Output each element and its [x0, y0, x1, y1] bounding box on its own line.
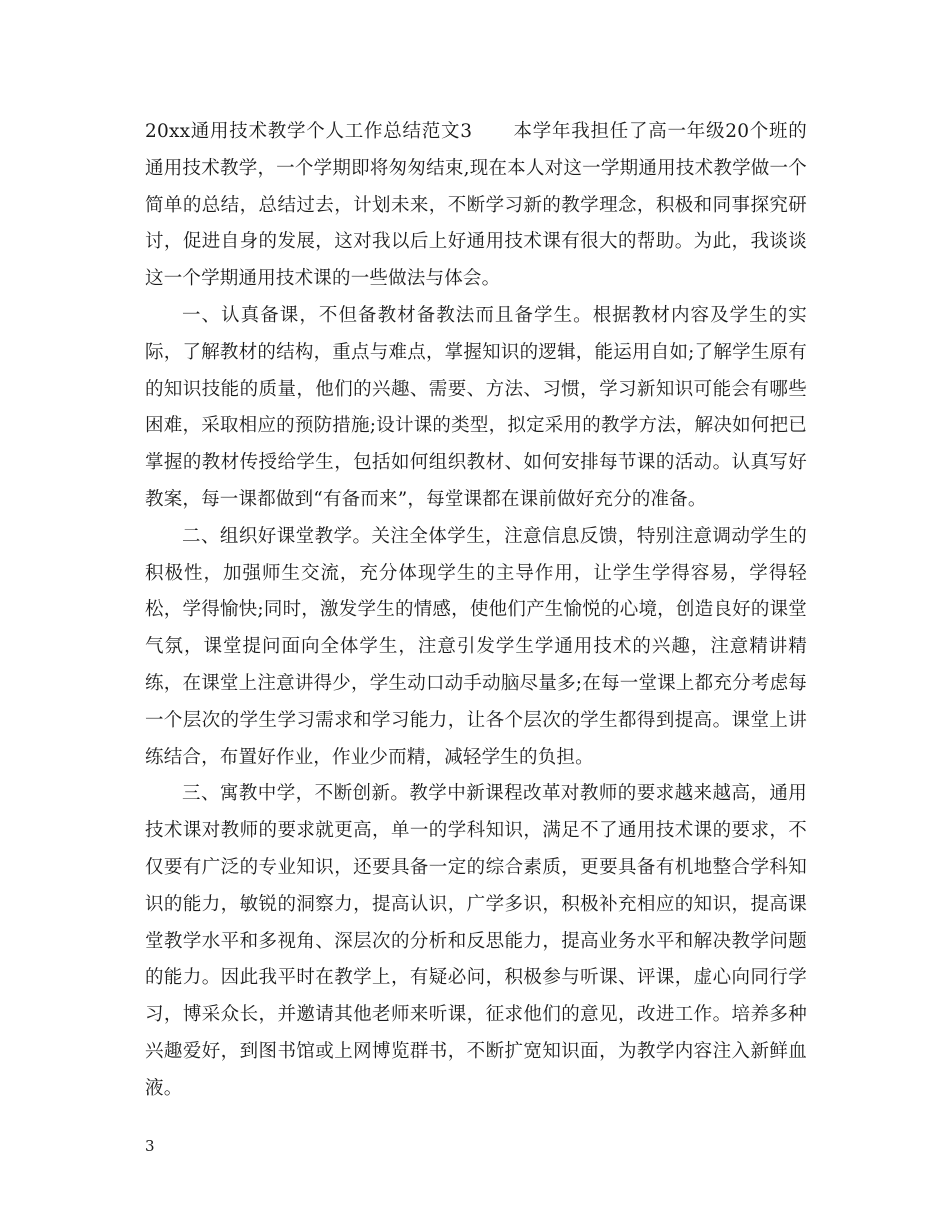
- paragraph-innovation: 三、寓教中学，不断创新。教学中新课程改革对教师的要求越来越高，通用技术课对教师的要求就更高，单一的学科知识，满足不了通用技术课的要求，不仅要有广泛的专业知识，还要具备一定的综合素质，更要具备有机地整合学科知识的能力，敏锐的洞察力，提高认识，广学多识，积极补充相应的知识，提高课堂教学水平和多视角、深层次的分析和反思能力，提高业务水平和解决教学问题的能力。因此我平时在教学上，有疑必问，积极参与听课、评课，虚心向同行学习，博采众长，并邀请其他老师来听课，征求他们的意见，改进工作。培养多种兴趣爱好，到图书馆或上网博览群书，不断扩宽知识面，为教学内容注入新鲜血液。: [145, 783, 807, 1099]
- paragraph-preparation: 一、认真备课，不但备教材备教法而且备学生。根据教材内容及学生的实际，了解教材的结构，重点与难点，掌握知识的逻辑，能运用自如;了解学生原有的知识技能的质量，他们的兴趣、需要、方法、习惯，学习新知识可能会有哪些困难，采取相应的预防措施;设计课的类型，拟定采用的教学方法，解决如何把已掌握的教材传授给学生，包括如何组织教材、如何安排每节课的活动。认真写好教案，每一课都做到“有备而来”，每堂课都在课前做好充分的准备。: [145, 304, 807, 510]
- document-title: 20xx通用技术教学个人工作总结范文3: [145, 121, 473, 142]
- page-number: 3: [145, 1137, 155, 1155]
- intro-text: 本学年我担任了高一年级20个班的通用技术教学，一个学期即将匆匆结束,现在本人对这一学期通用技术教学做一个简单的总结，总结过去，计划未来，不断学习新的教学理念，积极和同事探究研讨，促进自身的发展，这对我以后上好通用技术课有很大的帮助。为此，我谈谈这一个学期通用技术课的一些做法与体会。: [145, 121, 807, 290]
- document-body: [145, 114, 807, 1108]
- intro-paragraph: [145, 114, 807, 298]
- paragraph-classroom: 二、组织好课堂教学。关注全体学生，注意信息反馈，特别注意调动学生的积极性，加强师生交流，充分体现学生的主导作用，让学生学得容易，学得轻松，学得愉快;同时，激发学生的情感，使他们产生愉悦的心境，创造良好的课堂气氛，课堂提问面向全体学生，注意引发学生学通用技术的兴趣，注意精讲精练，在课堂上注意讲得少，学生动口动手动脑尽量多;在每一堂课上都充分考虑每一个层次的学生学习需求和学习能力，让各个层次的学生都得到提高。课堂上讲练结合，布置好作业，作业少而精，减轻学生的负担。: [145, 525, 807, 768]
